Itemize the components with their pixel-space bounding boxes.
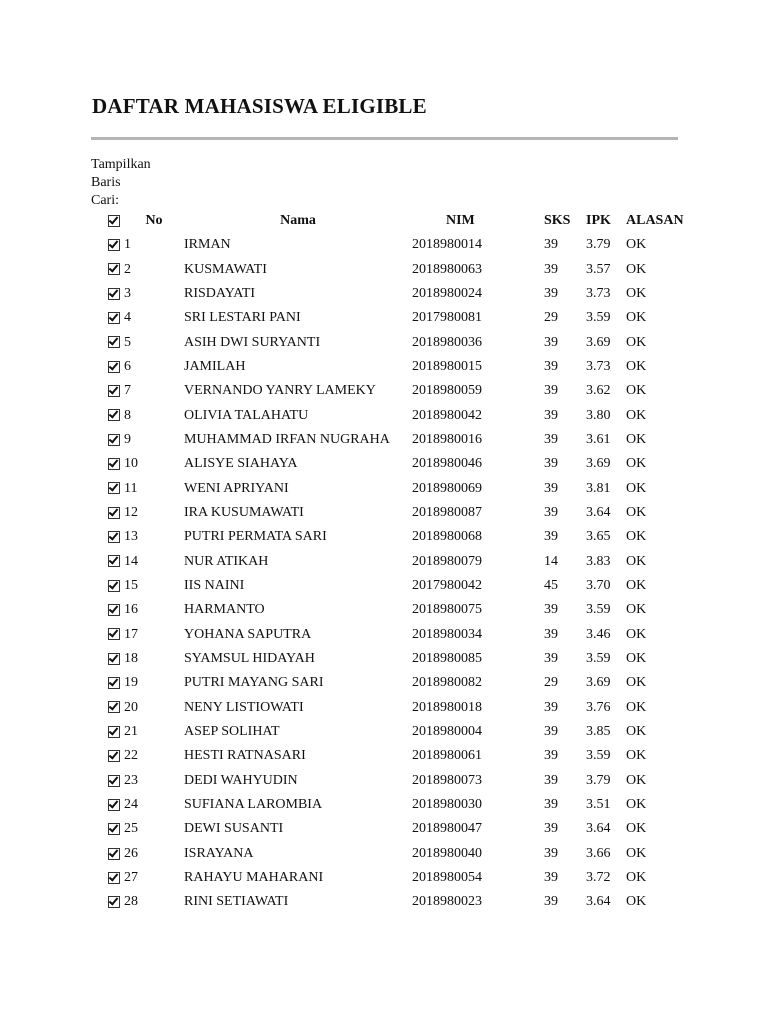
- select-all-cell: [104, 209, 124, 233]
- row-nim: 2018980075: [412, 602, 482, 618]
- row-ipk: 3.66: [586, 845, 611, 861]
- header-alasan[interactable]: ALASAN: [626, 213, 684, 228]
- row-alasan: OK: [626, 504, 647, 520]
- row-nim: 2018980068: [412, 529, 482, 545]
- row-ipk: 3.72: [586, 870, 611, 886]
- row-checkbox-cell: [104, 452, 124, 476]
- row-alasan: OK: [626, 724, 647, 740]
- row-checkbox-cell: [104, 501, 124, 525]
- row-nama: SUFIANA LAROMBIA: [184, 797, 323, 813]
- row-alasan: OK: [626, 480, 647, 496]
- row-nama: SRI LESTARI PANI: [184, 310, 301, 326]
- row-no: 26: [124, 845, 138, 861]
- row-sks: 39: [544, 456, 558, 472]
- row-ipk: 3.69: [586, 456, 611, 472]
- title-divider: [91, 137, 678, 140]
- table-row: [104, 330, 702, 354]
- row-nim: 2018980042: [412, 407, 482, 423]
- row-no: 21: [124, 724, 138, 740]
- row-sks: 39: [544, 261, 558, 277]
- row-sks: 45: [544, 577, 558, 593]
- row-checkbox[interactable]: [108, 434, 120, 446]
- row-checkbox-cell: [104, 866, 124, 890]
- row-nama: ISRAYANA: [184, 845, 254, 861]
- row-alasan: OK: [626, 237, 647, 253]
- row-nama: ALISYE SIAHAYA: [184, 456, 298, 472]
- page-title: DAFTAR MAHASISWA ELIGIBLE: [92, 94, 427, 118]
- table-row: [104, 525, 702, 549]
- row-alasan: OK: [626, 431, 647, 447]
- table-row: [104, 793, 702, 817]
- row-checkbox-cell: [104, 720, 124, 744]
- row-sks: 39: [544, 285, 558, 301]
- row-nama: OLIVIA TALAHATU: [184, 407, 309, 423]
- row-sks: 39: [544, 358, 558, 374]
- row-alasan: OK: [626, 797, 647, 813]
- table-row: [104, 355, 702, 379]
- row-sks: 39: [544, 237, 558, 253]
- row-alasan: OK: [626, 870, 647, 886]
- row-nim: 2018980087: [412, 504, 482, 520]
- row-checkbox[interactable]: [108, 531, 120, 543]
- row-checkbox-cell: [104, 476, 124, 500]
- row-nama: RISDAYATI: [184, 285, 256, 301]
- show-label: Tampilkan: [91, 157, 151, 172]
- row-checkbox[interactable]: [108, 677, 120, 689]
- row-checkbox[interactable]: [108, 336, 120, 348]
- row-sks: 39: [544, 772, 558, 788]
- table-row: [104, 696, 702, 720]
- row-nama: SYAMSUL HIDAYAH: [184, 651, 315, 667]
- row-checkbox-cell: [104, 623, 124, 647]
- table-header-row: [104, 209, 702, 233]
- row-sks: 29: [544, 310, 558, 326]
- row-ipk: 3.62: [586, 383, 611, 399]
- table-row: [104, 720, 702, 744]
- table-row: [104, 744, 702, 768]
- row-no: 10: [124, 456, 138, 472]
- row-nim: 2018980047: [412, 821, 482, 837]
- table-row: [104, 282, 702, 306]
- row-checkbox-cell: [104, 671, 124, 695]
- row-nim: 2018980030: [412, 797, 482, 813]
- row-checkbox[interactable]: [108, 896, 120, 908]
- row-alasan: OK: [626, 285, 647, 301]
- row-nim: 2018980061: [412, 748, 482, 764]
- row-checkbox-cell: [104, 428, 124, 452]
- row-nim: 2018980059: [412, 383, 482, 399]
- row-checkbox-cell: [104, 817, 124, 841]
- row-alasan: OK: [626, 577, 647, 593]
- row-sks: 39: [544, 845, 558, 861]
- row-ipk: 3.80: [586, 407, 611, 423]
- row-no: 12: [124, 504, 138, 520]
- row-checkbox[interactable]: [108, 701, 120, 713]
- table-row: [104, 817, 702, 841]
- row-nim: 2018980082: [412, 675, 482, 691]
- table-row: [104, 890, 702, 914]
- row-ipk: 3.69: [586, 334, 611, 350]
- row-no: 25: [124, 821, 138, 837]
- row-nama: IRMAN: [184, 237, 231, 253]
- row-checkbox[interactable]: [108, 507, 120, 519]
- row-nama: DEWI SUSANTI: [184, 821, 284, 837]
- row-nim: 2018980069: [412, 480, 482, 496]
- row-nama: ASIH DWI SURYANTI: [184, 334, 321, 350]
- table-row: [104, 842, 702, 866]
- row-no: 2: [124, 261, 131, 277]
- row-alasan: OK: [626, 699, 647, 715]
- row-alasan: OK: [626, 675, 647, 691]
- row-no: 16: [124, 602, 138, 618]
- row-nim: 2018980040: [412, 845, 482, 861]
- row-nama: RAHAYU MAHARANI: [184, 870, 324, 886]
- row-nama: PUTRI PERMATA SARI: [184, 529, 327, 545]
- row-no: 8: [124, 407, 131, 423]
- row-alasan: OK: [626, 845, 647, 861]
- row-nama: PUTRI MAYANG SARI: [184, 675, 324, 691]
- table-row: [104, 598, 702, 622]
- row-alasan: OK: [626, 821, 647, 837]
- row-nim: 2018980085: [412, 651, 482, 667]
- row-no: 24: [124, 797, 138, 813]
- row-no: 18: [124, 651, 138, 667]
- row-nim: 2018980079: [412, 553, 482, 569]
- row-checkbox[interactable]: [108, 823, 120, 835]
- row-alasan: OK: [626, 358, 647, 374]
- row-no: 11: [124, 480, 138, 496]
- row-no: 14: [124, 553, 138, 569]
- table-controls: [91, 156, 151, 210]
- row-sks: 39: [544, 748, 558, 764]
- row-checkbox-cell: [104, 598, 124, 622]
- row-no: 23: [124, 772, 138, 788]
- row-ipk: 3.85: [586, 724, 611, 740]
- row-nama: IIS NAINI: [184, 577, 245, 593]
- row-ipk: 3.79: [586, 772, 611, 788]
- row-checkbox-cell: [104, 744, 124, 768]
- row-checkbox-cell: [104, 890, 124, 914]
- row-checkbox-cell: [104, 233, 124, 257]
- row-nim: 2018980054: [412, 870, 482, 886]
- row-ipk: 3.76: [586, 699, 611, 715]
- row-checkbox-cell: [104, 574, 124, 598]
- row-ipk: 3.69: [586, 675, 611, 691]
- row-checkbox[interactable]: [108, 263, 120, 275]
- row-checkbox[interactable]: [108, 385, 120, 397]
- row-nama: VERNANDO YANRY LAMEKY: [184, 383, 376, 399]
- row-nama: IRA KUSUMAWATI: [184, 504, 304, 520]
- row-checkbox[interactable]: [108, 848, 120, 860]
- student-table: [104, 209, 702, 915]
- row-sks: 39: [544, 894, 558, 910]
- row-alasan: OK: [626, 310, 647, 326]
- row-sks: 39: [544, 529, 558, 545]
- row-alasan: OK: [626, 334, 647, 350]
- row-checkbox-cell: [104, 257, 124, 281]
- row-nim: 2018980004: [412, 724, 482, 740]
- row-ipk: 3.70: [586, 577, 611, 593]
- row-ipk: 3.83: [586, 553, 611, 569]
- row-checkbox[interactable]: [108, 482, 120, 494]
- row-ipk: 3.57: [586, 261, 611, 277]
- row-nama: HARMANTO: [184, 602, 265, 618]
- row-nama: NUR ATIKAH: [184, 553, 269, 569]
- row-checkbox[interactable]: [108, 239, 120, 251]
- row-no: 17: [124, 626, 138, 642]
- row-nama: MUHAMMAD IRFAN NUGRAHA: [184, 431, 390, 447]
- row-no: 15: [124, 577, 138, 593]
- row-sks: 39: [544, 626, 558, 642]
- row-checkbox-cell: [104, 769, 124, 793]
- row-sks: 39: [544, 480, 558, 496]
- row-checkbox[interactable]: [108, 653, 120, 665]
- row-nama: YOHANA SAPUTRA: [184, 626, 312, 642]
- row-alasan: OK: [626, 894, 647, 910]
- row-checkbox-cell: [104, 549, 124, 573]
- table-row: [104, 257, 702, 281]
- row-checkbox-cell: [104, 282, 124, 306]
- table-row: [104, 306, 702, 330]
- row-no: 22: [124, 748, 138, 764]
- row-sks: 39: [544, 431, 558, 447]
- row-ipk: 3.64: [586, 821, 611, 837]
- row-ipk: 3.64: [586, 504, 611, 520]
- row-no: 9: [124, 431, 131, 447]
- header-nim[interactable]: NIM: [446, 213, 475, 228]
- table-row: [104, 233, 702, 257]
- row-alasan: OK: [626, 383, 647, 399]
- row-checkbox[interactable]: [108, 580, 120, 592]
- row-checkbox-cell: [104, 647, 124, 671]
- row-no: 27: [124, 870, 138, 886]
- row-nama: HESTI RATNASARI: [184, 748, 306, 764]
- row-checkbox[interactable]: [108, 604, 120, 616]
- row-nim: 2018980023: [412, 894, 482, 910]
- row-nim: 2018980014: [412, 237, 482, 253]
- table-row: [104, 574, 702, 598]
- row-ipk: 3.59: [586, 602, 611, 618]
- row-sks: 14: [544, 553, 558, 569]
- row-ipk: 3.46: [586, 626, 611, 642]
- row-checkbox-cell: [104, 403, 124, 427]
- row-checkbox-cell: [104, 696, 124, 720]
- row-no: 3: [124, 285, 131, 301]
- row-checkbox[interactable]: [108, 799, 120, 811]
- row-checkbox-cell: [104, 379, 124, 403]
- row-ipk: 3.61: [586, 431, 611, 447]
- row-no: 28: [124, 894, 138, 910]
- table-row: [104, 452, 702, 476]
- row-checkbox[interactable]: [108, 775, 120, 787]
- row-nama: RINI SETIAWATI: [184, 894, 289, 910]
- search-label: Cari:: [91, 193, 119, 208]
- row-alasan: OK: [626, 407, 647, 423]
- row-alasan: OK: [626, 602, 647, 618]
- row-nim: 2018980016: [412, 431, 482, 447]
- row-nim: 2018980034: [412, 626, 482, 642]
- row-sks: 39: [544, 821, 558, 837]
- table-row: [104, 866, 702, 890]
- table-body: [104, 233, 702, 915]
- row-alasan: OK: [626, 748, 647, 764]
- row-checkbox[interactable]: [108, 288, 120, 300]
- row-sks: 39: [544, 407, 558, 423]
- row-checkbox[interactable]: [108, 726, 120, 738]
- row-sks: 39: [544, 504, 558, 520]
- row-ipk: 3.59: [586, 748, 611, 764]
- row-nama: KUSMAWATI: [184, 261, 267, 277]
- row-nama: ASEP SOLIHAT: [184, 724, 280, 740]
- row-nim: 2018980018: [412, 699, 482, 715]
- row-sks: 39: [544, 651, 558, 667]
- row-ipk: 3.73: [586, 285, 611, 301]
- table-row: [104, 549, 702, 573]
- row-nim: 2018980036: [412, 334, 482, 350]
- row-alasan: OK: [626, 651, 647, 667]
- row-nim: 2018980063: [412, 261, 482, 277]
- table-row: [104, 379, 702, 403]
- row-nim: 2017980042: [412, 577, 482, 593]
- row-nama: DEDI WAHYUDIN: [184, 772, 298, 788]
- row-checkbox-cell: [104, 355, 124, 379]
- row-sks: 29: [544, 675, 558, 691]
- row-alasan: OK: [626, 529, 647, 545]
- table-row: [104, 501, 702, 525]
- row-alasan: OK: [626, 553, 647, 569]
- row-sks: 39: [544, 699, 558, 715]
- table-row: [104, 769, 702, 793]
- row-no: 20: [124, 699, 138, 715]
- row-sks: 39: [544, 797, 558, 813]
- header-nama[interactable]: Nama: [280, 213, 316, 228]
- row-checkbox[interactable]: [108, 872, 120, 884]
- row-sks: 39: [544, 870, 558, 886]
- row-nim: 2018980073: [412, 772, 482, 788]
- header-sks[interactable]: SKS: [544, 213, 571, 228]
- row-checkbox-cell: [104, 842, 124, 866]
- row-sks: 39: [544, 602, 558, 618]
- row-nama: NENY LISTIOWATI: [184, 699, 304, 715]
- select-all-checkbox[interactable]: [108, 215, 120, 227]
- row-checkbox-cell: [104, 525, 124, 549]
- table-row: [104, 647, 702, 671]
- row-sks: 39: [544, 334, 558, 350]
- row-checkbox[interactable]: [108, 458, 120, 470]
- row-no: 13: [124, 529, 138, 545]
- row-ipk: 3.65: [586, 529, 611, 545]
- table-row: [104, 428, 702, 452]
- row-nim: 2018980046: [412, 456, 482, 472]
- row-checkbox[interactable]: [108, 628, 120, 640]
- rows-label: Baris: [91, 175, 121, 190]
- row-checkbox-cell: [104, 306, 124, 330]
- header-ipk[interactable]: IPK: [586, 213, 611, 228]
- row-checkbox[interactable]: [108, 361, 120, 373]
- row-nama: WENI APRIYANI: [184, 480, 289, 496]
- row-ipk: 3.79: [586, 237, 611, 253]
- row-checkbox[interactable]: [108, 750, 120, 762]
- row-nama: JAMILAH: [184, 358, 246, 374]
- row-alasan: OK: [626, 456, 647, 472]
- row-ipk: 3.59: [586, 310, 611, 326]
- row-checkbox[interactable]: [108, 555, 120, 567]
- row-nim: 2017980081: [412, 310, 482, 326]
- row-ipk: 3.51: [586, 797, 611, 813]
- row-ipk: 3.73: [586, 358, 611, 374]
- row-checkbox[interactable]: [108, 312, 120, 324]
- row-sks: 39: [544, 383, 558, 399]
- row-alasan: OK: [626, 626, 647, 642]
- row-ipk: 3.59: [586, 651, 611, 667]
- row-no: 4: [124, 310, 131, 326]
- row-checkbox[interactable]: [108, 409, 120, 421]
- row-no: 19: [124, 675, 138, 691]
- row-no: 1: [124, 237, 131, 253]
- table-row: [104, 403, 702, 427]
- row-no: 6: [124, 358, 131, 374]
- header-no[interactable]: No: [145, 213, 163, 228]
- row-no: 7: [124, 383, 131, 399]
- row-checkbox-cell: [104, 793, 124, 817]
- row-sks: 39: [544, 724, 558, 740]
- row-ipk: 3.64: [586, 894, 611, 910]
- row-nim: 2018980015: [412, 358, 482, 374]
- table-row: [104, 476, 702, 500]
- row-nim: 2018980024: [412, 285, 482, 301]
- row-no: 5: [124, 334, 131, 350]
- table-row: [104, 623, 702, 647]
- row-alasan: OK: [626, 772, 647, 788]
- row-alasan: OK: [626, 261, 647, 277]
- table-row: [104, 671, 702, 695]
- row-ipk: 3.81: [586, 480, 611, 496]
- row-checkbox-cell: [104, 330, 124, 354]
